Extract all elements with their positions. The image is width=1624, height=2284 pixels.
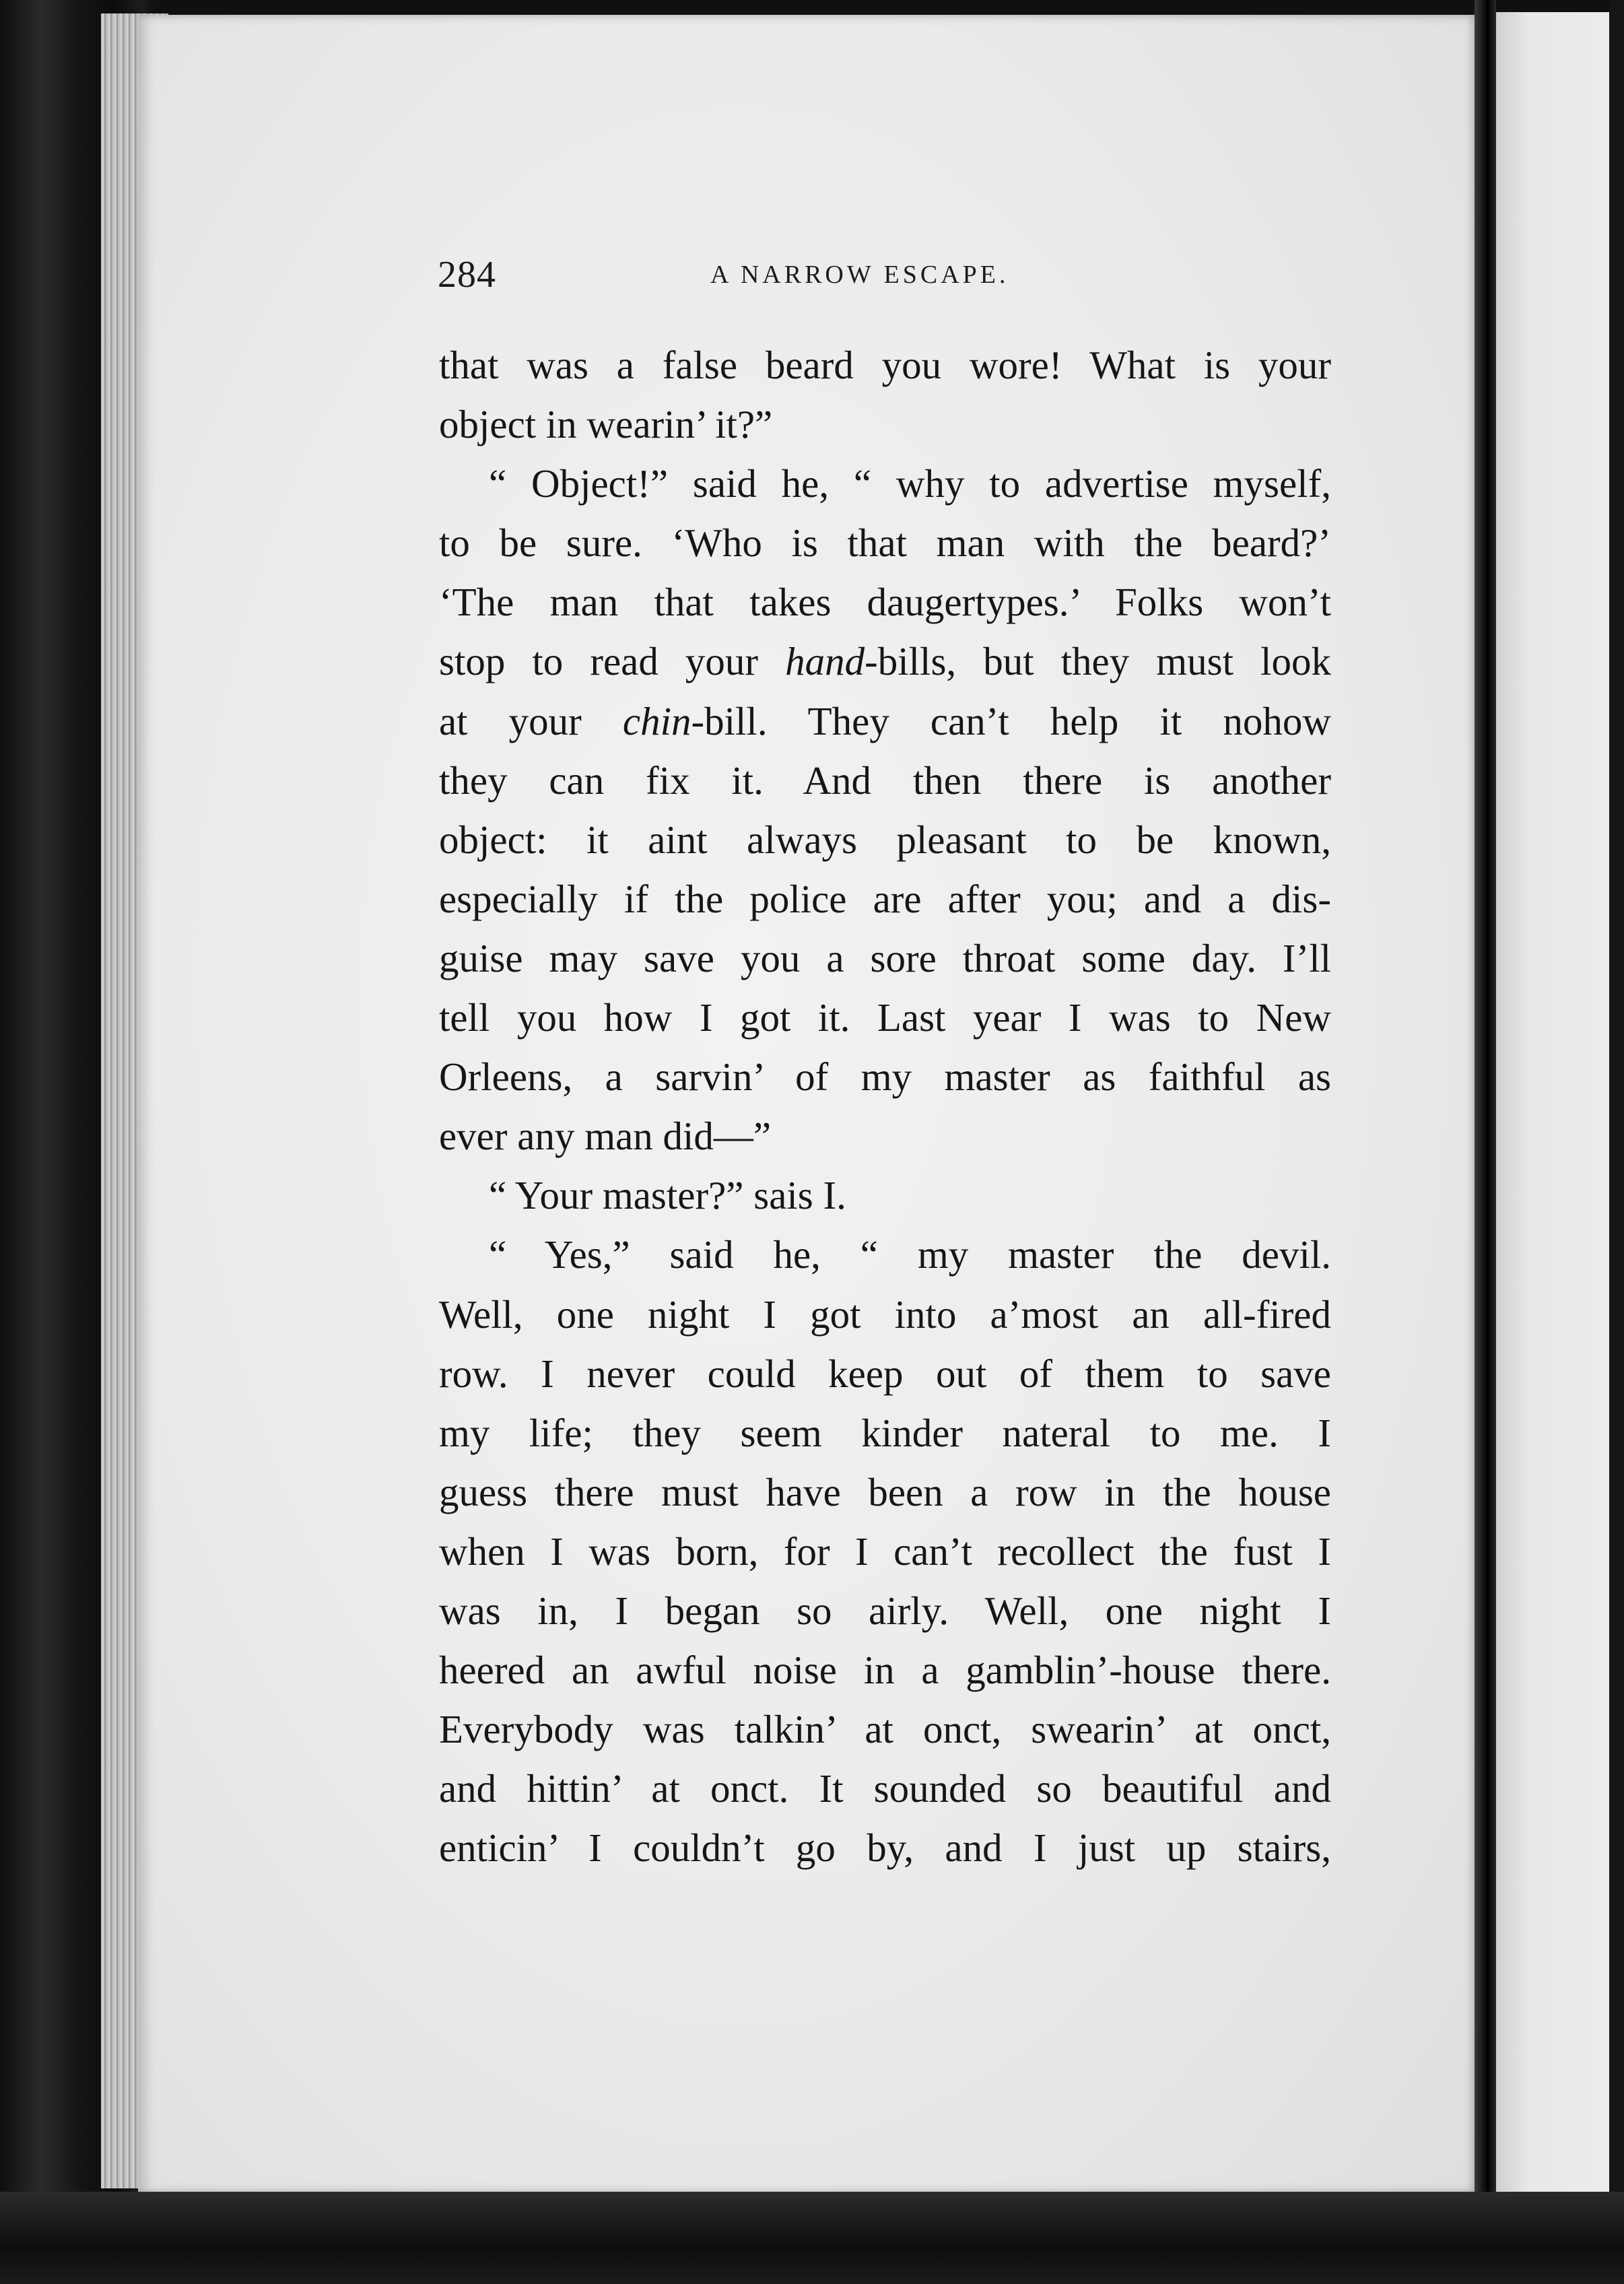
text-segment: to be sure. ‘Who is that man with the beard?’ xyxy=(439,520,1331,566)
text-line xyxy=(439,454,1331,513)
text-line xyxy=(439,1522,1331,1581)
text-segment: ‘The man that takes daugertypes.’ Folks won’t xyxy=(439,580,1331,625)
text-segment: they can fix it. And then there is another xyxy=(439,758,1331,803)
text-line xyxy=(439,1700,1331,1759)
text-line xyxy=(439,929,1331,988)
text-line xyxy=(439,1403,1331,1463)
text-line xyxy=(439,572,1331,632)
text-segment: when I was born, for I can’t recollect the fust I xyxy=(439,1529,1331,1574)
text-segment: especially if the police are after you; and a dis- xyxy=(439,876,1331,921)
text-line xyxy=(439,869,1331,929)
text-segment: tell you how I got it. Last year I was to New xyxy=(439,995,1331,1040)
text-line xyxy=(439,335,1331,395)
scan-bottom-edge xyxy=(0,2192,1624,2284)
text-line xyxy=(439,1463,1331,1522)
text-line xyxy=(439,395,1331,454)
text-line xyxy=(439,810,1331,869)
text-segment: “ Yes,” said he, “ my master the devil. xyxy=(489,1232,1331,1277)
text-segment: row. I never could keep out of them to save xyxy=(439,1351,1331,1396)
text-line xyxy=(439,1166,1331,1225)
text-segment: “ Your master?” sais I. xyxy=(489,1173,846,1218)
running-head xyxy=(438,253,1326,300)
text-segment: Orleens, a sarvin’ of my master as faithful as xyxy=(439,1054,1331,1100)
text-segment: was in, I began so airly. Well, one night I xyxy=(439,1588,1331,1633)
text-line xyxy=(439,1759,1331,1818)
page-number: 284 xyxy=(438,254,496,296)
text-line xyxy=(439,751,1331,810)
text-segment: “ Object!” said he, “ why to advertise myself, xyxy=(489,461,1331,506)
text-segment: Well, one night I got into a’most an all-fired xyxy=(439,1291,1331,1337)
text-segment: guise may save you a sore throat some day. I’ll xyxy=(439,935,1331,980)
facing-page-edge xyxy=(1609,0,1624,2284)
text-line xyxy=(439,1581,1331,1640)
text-line xyxy=(439,1225,1331,1284)
text-line xyxy=(439,1344,1331,1403)
text-segment: object: it aint always pleasant to be known, xyxy=(439,817,1331,862)
facing-page xyxy=(1496,12,1624,2197)
text-line xyxy=(439,692,1331,751)
italic-text: chin xyxy=(622,698,691,743)
body-text xyxy=(439,335,1331,1877)
running-title: A NARROW ESCAPE. xyxy=(710,261,1009,289)
text-line xyxy=(439,513,1331,572)
text-line xyxy=(439,1047,1331,1106)
text-segment: at your xyxy=(439,698,623,743)
text-segment: and hittin’ at onct. It sounded so beautiful and xyxy=(439,1766,1331,1811)
italic-text: hand xyxy=(785,639,865,684)
text-segment: my life; they seem kinder nateral to me. I xyxy=(439,1410,1331,1455)
text-line xyxy=(439,1818,1331,1877)
text-segment: object in wearin’ it?” xyxy=(439,402,773,447)
text-segment: stop to read your xyxy=(439,639,786,684)
text-segment: -bills, but they must look xyxy=(865,639,1331,684)
text-segment: enticin’ I couldn’t go by, and I just up stairs, xyxy=(439,1825,1331,1871)
text-segment: ever any man did—” xyxy=(439,1114,772,1159)
text-segment: -bill. They can’t help it nohow xyxy=(691,698,1331,743)
text-line xyxy=(439,988,1331,1047)
text-segment: Everybody was talkin’ at onct, swearin’ at onct, xyxy=(439,1707,1331,1752)
book-gutter xyxy=(1475,0,1496,2284)
text-segment: guess there must have been a row in the house xyxy=(439,1469,1331,1514)
text-line xyxy=(439,1106,1331,1166)
text-segment: heered an awful noise in a gamblin’-house there. xyxy=(439,1648,1331,1693)
text-line xyxy=(439,1640,1331,1700)
text-line xyxy=(439,1285,1331,1344)
text-segment: that was a false beard you wore! What is your xyxy=(439,343,1331,387)
text-line xyxy=(439,632,1331,691)
